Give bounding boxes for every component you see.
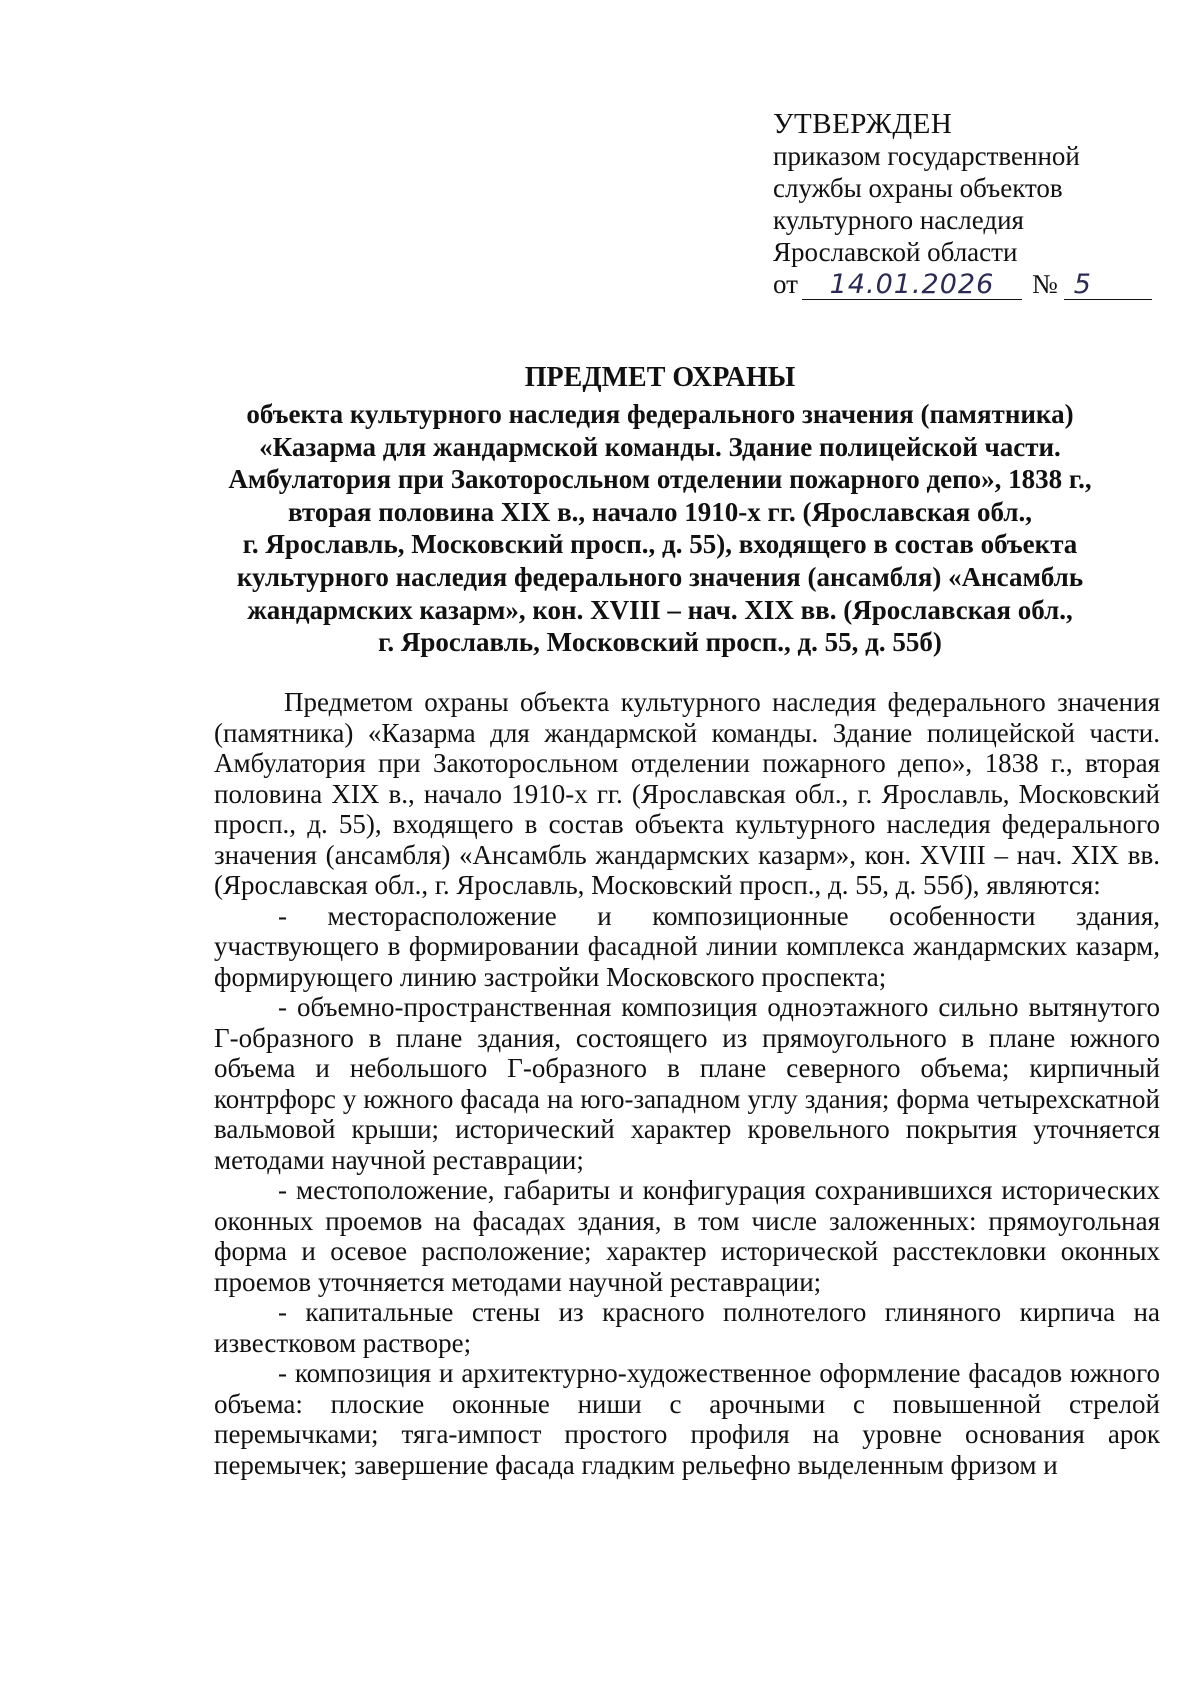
heading-line: г. Ярославль, Московский просп., д. 55), входящего в состав объекта bbox=[242, 529, 1078, 560]
approval-line-1: приказом государственной bbox=[773, 141, 1080, 171]
heading-line: «Казарма для жандармской команды. Здание полицейской части. bbox=[259, 431, 1061, 462]
approval-line-2: службы охраны объектов bbox=[773, 173, 1063, 203]
heading-line: культурного наследия федерального значения (ансамбля) «Ансамбль bbox=[236, 561, 1084, 592]
approval-block bbox=[773, 108, 1173, 300]
number-prefix: № bbox=[1031, 269, 1058, 299]
list-item: - композиция и архитектурно-художественное оформление фасадов южного объема: плоские оконные ниши с арочными с повышенной стрелой перемычками; тяга-импост простого профиля на уровне основания арок перемычек; завершение фасада гладким рельефно выделенным фризом и bbox=[214, 1358, 1160, 1480]
list-item: - капитальные стены из красного полнотелого глиняного кирпича на известковом растворе; bbox=[214, 1297, 1160, 1358]
document-body bbox=[214, 687, 1160, 1480]
heading-line: Амбулатория при Закоторосльном отделении пожарного депо», 1838 г., bbox=[228, 464, 1092, 495]
list-item: - местоположение, габариты и конфигурация сохранившихся исторических оконных проемов на фасадах здания, в том числе заложенных: прямоугольная форма и осевое расположение; характер исторической расстекловки оконных проемов уточняется методами научной реставрации; bbox=[214, 1175, 1160, 1297]
approval-line-4: Ярославской области bbox=[773, 237, 1018, 267]
heading-line: объекта культурного наследия федерального значения (памятника) bbox=[246, 399, 1074, 429]
heading-line: жандармских казарм», кон. XVIII – нач. XIX вв. (Ярославская обл., bbox=[247, 594, 1073, 625]
date-prefix: от bbox=[773, 269, 798, 299]
document-heading bbox=[160, 360, 1160, 659]
handwritten-number: 5 bbox=[1064, 271, 1152, 300]
list-item: - месторасположение и композиционные особенности здания, участвующего в формировании фасадной линии комплекса жандармских казарм, формирующего линию застройки Московского проспекта; bbox=[214, 900, 1160, 992]
approval-line-3: культурного наследия bbox=[773, 205, 1024, 235]
intro-paragraph: Предметом охраны объекта культурного наследия федерального значения (памятника) «Казарма для жандармской команды. Здание полицейской части. Амбулатория при Закоторосльном отделении пожарного депо», 1838 г., вторая половина XIX в., начало 1910-х гг. (Ярославская обл., г. Ярославль, Московский просп., д. 55), входящего в состав объекта культурного наследия федерального значения (ансамбля) «Ансамбль жандармских казарм», кон. XVIII – нач. XIX вв. (Ярославская обл., г. Ярославль, Московский просп., д. 55, д. 55б), являются: bbox=[214, 687, 1160, 900]
approval-date-line bbox=[773, 268, 1173, 300]
heading-line: г. Ярославль, Московский просп., д. 55, д. 55б) bbox=[378, 627, 942, 658]
heading-line: вторая половина XIX в., начало 1910-х гг. (Ярославская обл., bbox=[288, 496, 1032, 527]
heading-title: ПРЕДМЕТ ОХРАНЫ bbox=[524, 362, 796, 393]
list-item: - объемно-пространственная композиция одноэтажного сильно вытянутого Г-образного в плане здания, состоящего из прямоугольного в плане южного объема и небольшого Г-образного в плане северного объема; кирпичный контрфорс у южного фасада на юго-западном углу здания; форма четырехскатной вальмовой крыши; исторический характер кровельного покрытия уточняется методами научной реставрации; bbox=[214, 992, 1160, 1175]
handwritten-date: 14.01.2026 bbox=[802, 271, 1022, 300]
approval-title: УТВЕРЖДЕН bbox=[773, 108, 953, 140]
